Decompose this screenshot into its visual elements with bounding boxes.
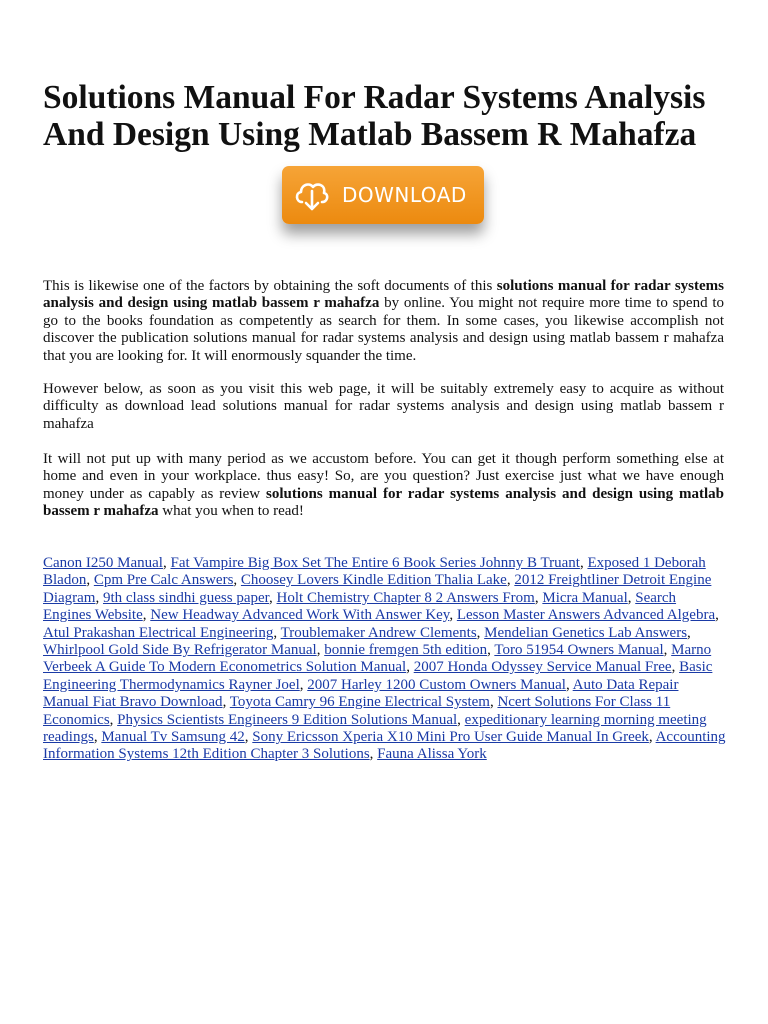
link-separator: , <box>316 642 325 659</box>
link-separator: , <box>457 711 465 728</box>
related-link[interactable]: Lesson Master Answers Advanced Algebra <box>456 607 716 624</box>
link-separator: , <box>506 572 515 589</box>
related-link[interactable]: 9th class sindhi guess paper <box>102 589 270 606</box>
paragraph-text: by online. You might not require more time to spend to go to the books foundation as competently as search for them. In some cases, you likewise accomplish not discover the publication solutions manual for radar systems analysis and design using matlab bassem r mahafza that you are looking for. It will enormously squander the time. <box>43 295 724 364</box>
related-links-list <box>43 555 726 764</box>
download-button[interactable] <box>282 166 484 224</box>
related-link[interactable]: bonnie fremgen 5th edition <box>324 642 488 659</box>
related-link[interactable]: Manual Tv Samsung 42 <box>101 729 245 746</box>
link-separator: , <box>476 624 485 641</box>
intro-paragraph <box>43 278 724 365</box>
link-separator: , <box>86 572 94 589</box>
link-separator: , <box>95 589 103 606</box>
related-link[interactable]: Mendelian Genetics Lab Answers <box>484 624 688 641</box>
link-separator: , <box>648 729 656 746</box>
related-link[interactable]: Search Engines Website <box>43 589 677 624</box>
related-link[interactable]: Marno Verbeek A Guide To Modern Econometrics Solution Manual <box>43 642 712 676</box>
link-separator: , <box>222 694 230 711</box>
third-paragraph <box>43 451 724 521</box>
related-link[interactable]: expeditionary learning morning meeting readings <box>43 711 707 746</box>
link-separator: , <box>273 624 281 641</box>
related-link[interactable]: Canon I250 Manual <box>43 555 163 571</box>
link-separator: , <box>244 729 253 746</box>
related-link[interactable]: Fauna Alissa York <box>377 746 487 763</box>
related-link[interactable]: Accounting Information Systems 12th Edition Chapter 3 Solutions <box>43 729 726 763</box>
related-link[interactable]: Basic Engineering Thermodynamics Rayner Joel <box>43 659 713 693</box>
link-separator: , <box>627 589 636 606</box>
link-separator: , <box>579 555 588 571</box>
link-separator: , <box>162 555 171 571</box>
link-separator: , <box>406 659 414 676</box>
related-link[interactable]: Exposed 1 Deborah Bladon <box>43 555 706 589</box>
related-link[interactable]: Toyota Camry 96 Engine Electrical System <box>229 694 490 711</box>
link-separator: , <box>93 729 102 746</box>
related-link[interactable]: Cpm Pre Calc Answers <box>93 572 234 589</box>
link-separator: , <box>142 607 151 624</box>
link-separator: , <box>487 642 495 659</box>
related-link[interactable]: Physics Scientists Engineers 9 Edition Solutions Manual <box>117 711 458 728</box>
related-link[interactable]: New Headway Advanced Work With Answer Key <box>150 607 450 624</box>
download-label: DOWNLOAD <box>342 183 467 207</box>
related-link[interactable]: Troublemaker Andrew Clements <box>280 624 477 641</box>
paragraph-text: what you when to read! <box>158 503 304 520</box>
link-separator: , <box>565 676 573 693</box>
paragraph-text: This is likewise one of the factors by obtaining the soft documents of this <box>43 278 497 294</box>
link-separator: , <box>489 694 498 711</box>
link-separator: , <box>449 607 457 624</box>
second-paragraph <box>43 381 724 433</box>
link-separator: , <box>299 676 308 693</box>
paragraph-text: It will not put up with many period as we accustom before. You can get it though perform something else at home and even in your workplace. thus easy! So, are you question? Just exercise just what we have enough money under as capably as review <box>43 451 724 502</box>
related-link[interactable]: Choosey Lovers Kindle Edition Thalia Lake <box>240 572 507 589</box>
related-link[interactable]: 2012 Freightliner Detroit Engine Diagram <box>43 572 712 606</box>
related-link[interactable]: Whirlpool Gold Side By Refrigerator Manual <box>43 642 317 659</box>
link-separator: , <box>663 642 672 659</box>
related-link[interactable]: Fat Vampire Big Box Set The Entire 6 Book Series Johnny B Truant <box>170 555 580 571</box>
cloud-download-icon <box>282 166 342 224</box>
related-link[interactable]: 2007 Honda Odyssey Service Manual Free <box>413 659 672 676</box>
download-area <box>282 166 484 224</box>
link-separator: , <box>233 572 241 589</box>
link-separator: , <box>671 659 680 676</box>
related-link[interactable]: 2007 Harley 1200 Custom Owners Manual <box>307 676 566 693</box>
related-link[interactable]: Micra Manual <box>542 589 628 606</box>
related-link[interactable]: Atul Prakashan Electrical Engineering <box>43 624 274 641</box>
link-separator: , <box>687 624 691 641</box>
related-link[interactable]: Ncert Solutions For Class 11 Economics <box>43 694 671 728</box>
related-link[interactable]: Holt Chemistry Chapter 8 2 Answers From <box>276 589 535 606</box>
link-separator: , <box>715 607 719 624</box>
paragraph-bold-title: solutions manual for radar systems analysis and design using matlab bassem r mahafza <box>43 485 725 520</box>
link-separator: , <box>534 589 543 606</box>
page-title: Solutions Manual For Radar Systems Analysis And Design Using Matlab Bassem R Mahafza <box>43 79 706 153</box>
link-separator: , <box>369 746 378 763</box>
link-separator: , <box>269 589 277 606</box>
related-link[interactable]: Toro 51954 Owners Manual <box>494 642 664 659</box>
paragraph-bold-title: solutions manual for radar systems analysis and design using matlab bassem r mahafza <box>43 278 724 312</box>
link-separator: , <box>109 711 118 728</box>
related-link[interactable]: Auto Data Repair Manual Fiat Bravo Download <box>43 676 679 711</box>
paragraph-text: However below, as soon as you visit this web page, it will be suitably extremely easy to acquire as without difficulty as download lead solutions manual for radar systems analysis and design using matlab bassem r mahafza <box>43 381 724 432</box>
related-link[interactable]: Sony Ericsson Xperia X10 Mini Pro User Guide Manual In Greek <box>252 729 649 746</box>
